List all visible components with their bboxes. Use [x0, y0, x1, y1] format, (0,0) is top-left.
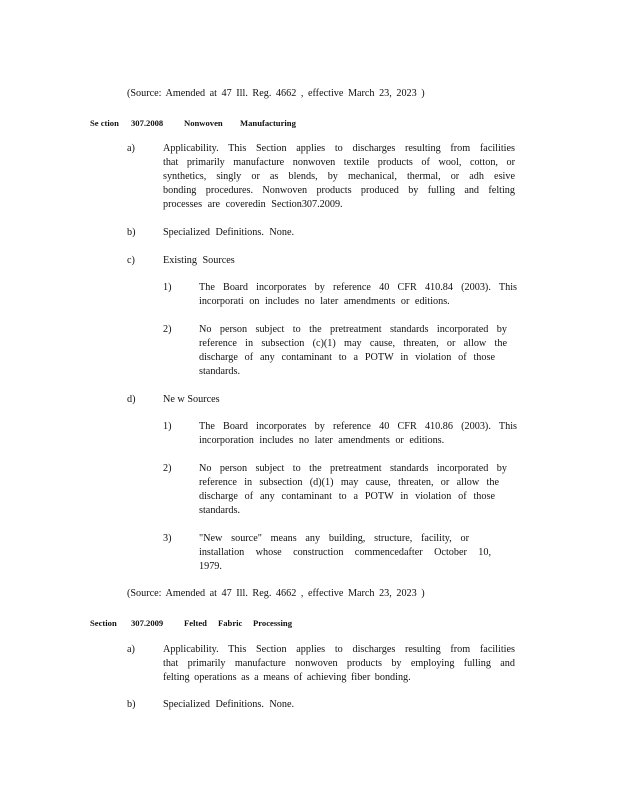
item-marker: 2): [163, 324, 172, 335]
text-line: discharge of any contaminant to a POTW in violation of those: [199, 352, 495, 363]
subsection-text: [163, 142, 515, 212]
text-line: bonding procedures. Nonwoven products produced by fulling and felting: [163, 185, 515, 196]
text-line: installation whose construction commencedafter October 10,: [199, 547, 491, 558]
section-title-word: Felted: [184, 618, 207, 628]
subsection-marker: b): [127, 227, 136, 238]
section-label: Se ction: [90, 118, 119, 128]
item-marker: 1): [163, 282, 172, 293]
section-title-word: Nonwoven: [184, 118, 223, 128]
subsection-marker: a): [127, 644, 135, 655]
subsection-text: Specialized Definitions. None.: [163, 699, 295, 710]
subsection-heading: Existing Sources: [163, 255, 235, 266]
section-number: 307.2008: [131, 118, 164, 128]
item-marker: 1): [163, 421, 172, 432]
subsection-marker: a): [127, 143, 135, 154]
text-line: felting operations as a means of achieving fiber bonding.: [163, 672, 411, 683]
item-marker: 2): [163, 463, 172, 474]
item-marker: 3): [163, 533, 172, 544]
text-line: synthetics, singly or as blends, by mechanical, thermal, or adh esive: [163, 171, 515, 182]
text-line: incorporati on includes no later amendments or editions.: [199, 296, 450, 307]
text-line: Applicability. This Section applies to discharges resulting from facilities: [163, 644, 515, 655]
text-line: 1979.: [199, 561, 222, 572]
text-line: reference in subsection (c)(1) may cause, threaten, or allow the: [199, 338, 507, 349]
section-title-word: Fabric: [218, 618, 243, 628]
text-line: standards.: [199, 505, 241, 516]
text-line: Applicability. This Section applies to discharges resulting from facilities: [163, 143, 515, 154]
subsection-marker: d): [127, 394, 136, 405]
subsection-marker: b): [127, 699, 136, 710]
source-note: (Source: Amended at 47 Ill. Reg. 4662 , effective March 23, 2023 ): [127, 588, 425, 599]
item-text: [199, 532, 491, 574]
section-title-word: Processing: [253, 618, 292, 628]
text-line: processes are coveredin Section307.2009.: [163, 199, 343, 210]
subsection-text: [163, 643, 515, 685]
text-line: reference in subsection (d)(1) may cause, threaten, or allow the: [199, 477, 499, 488]
section-number: 307.2009: [131, 618, 164, 628]
section-title-word: Manufacturing: [240, 118, 296, 128]
section-label: Section: [90, 618, 117, 628]
item-text: [199, 462, 507, 518]
text-line: standards.: [199, 366, 241, 377]
text-line: The Board incorporates by reference 40 CFR 410.86 (2003). This: [199, 421, 517, 432]
item-text: [199, 323, 507, 379]
text-line: No person subject to the pretreatment standards incorporated by: [199, 463, 507, 474]
text-line: discharge of any contaminant to a POTW in violation of those: [199, 491, 495, 502]
text-line: The Board incorporates by reference 40 CFR 410.84 (2003). This: [199, 282, 517, 293]
source-note: (Source: Amended at 47 Ill. Reg. 4662 , effective March 23, 2023 ): [127, 88, 425, 99]
subsection-marker: c): [127, 255, 135, 266]
item-text: [199, 281, 517, 309]
text-line: incorporation includes no later amendments or editions.: [199, 435, 445, 446]
subsection-text: Specialized Definitions. None.: [163, 227, 295, 238]
subsection-heading: Ne w Sources: [163, 394, 220, 405]
item-text: [199, 420, 517, 448]
text-line: that primarily manufacture nonwoven products by employing fulling and: [163, 658, 515, 669]
text-line: "New source" means any building, structure, facility, or: [199, 533, 469, 544]
text-line: that primarily manufacture nonwoven textile products of wool, cotton, or: [163, 157, 515, 168]
text-line: No person subject to the pretreatment standards incorporated by: [199, 324, 507, 335]
